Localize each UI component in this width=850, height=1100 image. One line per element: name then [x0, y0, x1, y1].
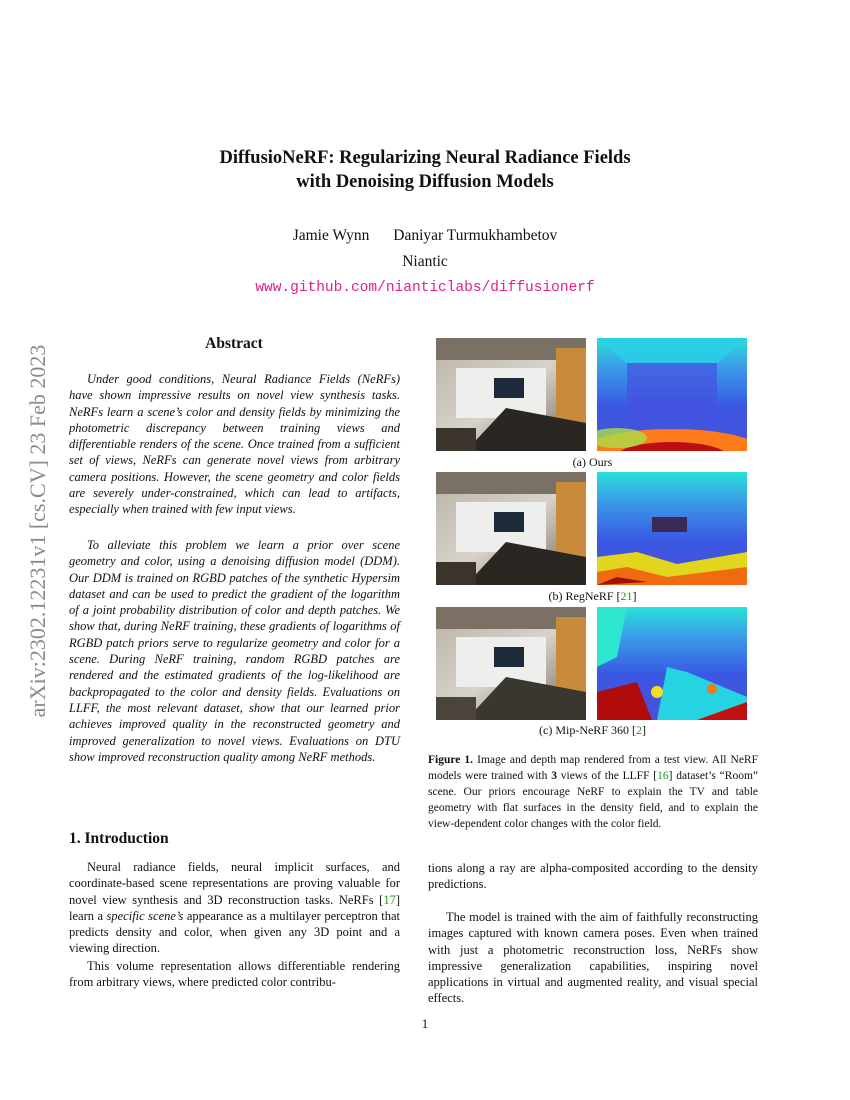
caption-label: (b) RegNeRF [ [548, 589, 621, 603]
figure-photo-regnerf [436, 472, 586, 585]
figure-caption-a [436, 455, 749, 470]
figure-photo-mipnerf360 [436, 607, 586, 720]
page-number: 1 [421, 1016, 429, 1031]
caption-bracket: ] [632, 589, 637, 603]
caption-text: views of the LLFF [ [556, 770, 658, 782]
citation-link[interactable]: 21 [620, 589, 633, 603]
project-url-link[interactable]: www.github.com/nianticlabs/diffusionerf [255, 280, 595, 296]
authors [0, 227, 850, 245]
figure-caption-b [436, 589, 749, 604]
figure-label: Figure 1. [428, 754, 474, 766]
affiliation: Niantic [402, 253, 448, 270]
author-2: Daniyar Turmukhambetov [393, 227, 558, 244]
intro-text: appearance as a multilayer perceptron that predicts density and color, when given any 3D point and a viewing direction. [69, 908, 400, 956]
caption-label: (a) Ours [572, 455, 613, 469]
author-1: Jamie Wynn [292, 227, 370, 244]
arxiv-identifier: arXiv:2302.12231v1 [cs.CV] 23 Feb 2023 [25, 344, 50, 718]
introduction-paragraph-2: This volume representation allows differentiable rendering from arbitrary views, where predicted color contribu- [69, 959, 400, 990]
title-line-2: with Denoising Diffusion Models [296, 172, 554, 192]
figure-caption-c [436, 723, 749, 738]
abstract-heading: Abstract [205, 335, 263, 352]
caption-text: Image and depth map rendered from a test view. All NeRF models were trained with [428, 754, 758, 782]
citation-link[interactable]: 16 [657, 770, 669, 782]
paper-title [0, 146, 850, 194]
introduction-heading: 1. Introduction [69, 830, 169, 847]
caption-bracket: ] [641, 723, 646, 737]
abstract-paragraph-1: Under good conditions, Neural Radiance Fields (NeRFs) have shown impressive results on novel view synthesis tasks. NeRFs learn a scene’s color and density fields by minimizing the photometric discrepancy between training views and differentiable renders of the scene. Once trained from a sufficient set of views, NeRFs can generate novel views from arbitrary camera positions. However, the scene geometry and color fields are severely under-constrained, which can lead to artifacts, especially when trained with few input views. [69, 372, 400, 517]
figure-photo-ours [436, 338, 586, 451]
right-column-paragraph-2: The model is trained with the aim of faithfully reconstructing images captured with known camera poses. Even when trained with just a photometric reconstruction loss, NeRFs show impressive generalization capabilities, inspiring novel applications in virtual and augmented reality, and visual special effects. [428, 910, 758, 1006]
title-line-1: DiffusioNeRF: Regularizing Neural Radiance Fields [219, 148, 631, 168]
citation-link[interactable]: 2 [635, 723, 642, 737]
figure-depth-regnerf [597, 472, 747, 585]
intro-emphasis: specific scene’s [106, 908, 184, 923]
figure-depth-mipnerf360 [597, 607, 747, 720]
caption-label: (c) Mip-NeRF 360 [ [539, 723, 636, 737]
introduction-paragraph-1 [69, 859, 400, 957]
intro-text: Neural radiance fields, neural implicit surfaces, and coordinate-based scene representations are proving valuable for novel view synthesis and 3D reconstruction tasks. NeRFs [ [69, 860, 400, 907]
intro-text: ] learn a [69, 892, 400, 923]
right-column-paragraph-1: tions along a ray are alpha-composited according to the density predictions. [428, 861, 758, 892]
figure-1-caption [428, 752, 758, 832]
abstract-paragraph-2: To alleviate this problem we learn a prior over scene geometry and color, using a denoising diffusion model (DDM). Our DDM is trained on RGBD patches of the synthetic Hypersim dataset and can be used to predict the gradient of the logarithm of a joint probability distribution of color and depth patches. We show that, during NeRF training, these gradients of logarithms of RGBD patch priors serve to regularize geometry and color for a scene. During NeRF training, random RGBD patches are rendered and the estimated gradients of the log-likelihood are backpropagated to the color and density fields. Evaluations on LLFF, the most relevant dataset, show that our learned prior achieves improved quality in the reconstructed geometry and improved generalization to novel views. Evaluations on DTU show improved reconstruction quality among NeRF methods. [69, 538, 400, 764]
caption-text: ] dataset’s “Room” scene. Our priors encourage NeRF to explain the TV and table geometry with flat surfaces in the density field, and to explain the view-dependent color changes with the color field. [428, 770, 758, 830]
caption-bold: 3 [551, 770, 557, 782]
figure-depth-ours [597, 338, 747, 451]
citation-link[interactable]: 17 [383, 892, 396, 907]
